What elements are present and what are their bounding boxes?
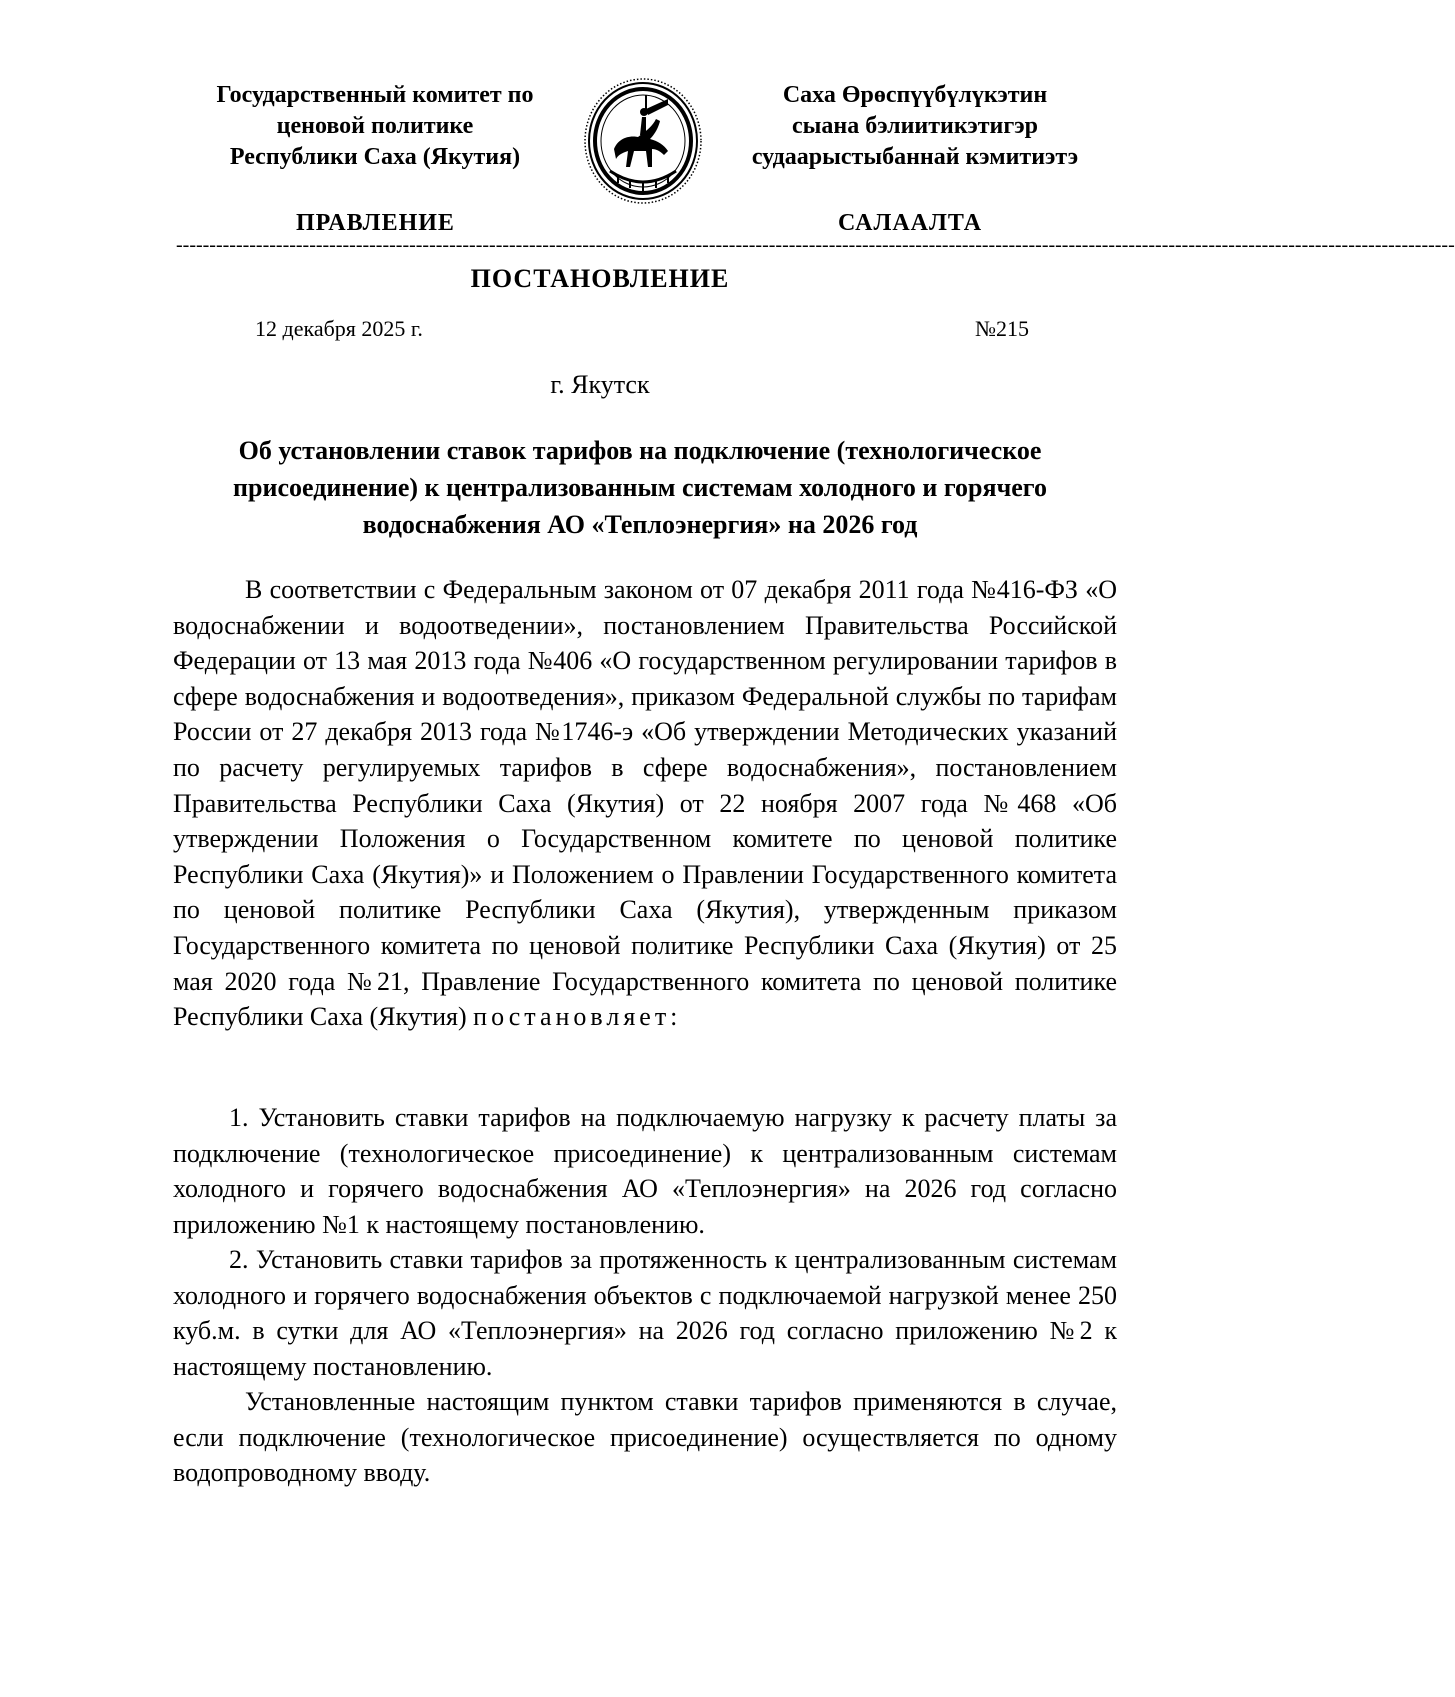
org-name-russian xyxy=(180,80,570,173)
document-subject-line-2: присоединение) к централизованным системам холодного и горячего xyxy=(233,473,1047,502)
yakutia-coat-of-arms-icon xyxy=(580,75,706,207)
org-name-sakha-line-3: судаарыстыбаннай кэмитиэтэ xyxy=(751,144,1079,170)
resolution-item-2: 2. Установить ставки тарифов за протяженность к централизованным системам холодного и горячего водоснабжения объектов с подключаемой нагрузкой менее 250 куб.м. в сутки для АО «Теплоэнергия» на 2026 год согласно приложению №2 к настоящему постановлению. xyxy=(173,1245,1117,1381)
document-subject-line-3: водоснабжения АО «Теплоэнергия» на 2026 год xyxy=(362,510,918,539)
org-name-russian-line-2: ценовой политике xyxy=(276,113,474,139)
preamble-text: В соответствии с Федеральным законом от 07 декабря 2011 года №416-ФЗ «О водоснабжении и водоотведении», постановлением Правительства Российской Федерации от 13 мая 2013 года №406 «О государственном регулировании тарифов в сфере водоснабжения и водоотведения», приказом Федеральной службы по тарифам России от 27 декабря 2013 года №1746-э «Об утверждении Методических указаний по расчету регулируемых тарифов в сфере водоснабжения», постановлением Правительства Республики Саха (Якутия) от 22 ноября 2007 года №468 «Об утверждении Положения о Государственном комитете по ценовой политике Республики Саха (Якутия)» и Положением о Правлении Государственного комитета по ценовой политике Республики Саха (Якутия), утвержденным приказом Государственного комитета по ценовой политике Республики Саха (Якутия) от 25 мая 2020 года №21, Правление Государственного комитета по ценовой политике Республики Саха (Якутия) xyxy=(173,575,1117,1032)
document-subject xyxy=(180,432,1100,543)
document-number: №215 xyxy=(975,316,1029,341)
header-divider: ------------------------------------------------------------------------------------------------------------------------------------------------------------------------------------------------ xyxy=(176,234,1455,256)
document-subject-line-1: Об установлении ставок тарифов на подключение (технологическое xyxy=(238,436,1042,465)
resolves-word: постановляет: xyxy=(473,1002,682,1032)
resolution-note: Установленные настоящим пунктом ставки тарифов применяются в случае, если подключение (технологическое присоединение) осуществляется по одному водопроводному вводу. xyxy=(173,1387,1117,1488)
org-name-russian-line-3: Республики Саха (Якутия) xyxy=(229,144,521,170)
org-name-sakha-line-1: Саха Өрөспүүбүлүкэтин xyxy=(782,82,1048,108)
org-name-russian-line-1: Государственный комитет по xyxy=(216,82,534,108)
document-date: 12 декабря 2025 г. xyxy=(255,316,423,341)
org-name-sakha xyxy=(725,80,1105,173)
preamble-paragraph xyxy=(173,572,1117,1035)
document-city: г. Якутск xyxy=(550,370,650,399)
board-title-russian: ПРАВЛЕНИЕ xyxy=(296,210,455,236)
resolution-item-1: 1. Установить ставки тарифов на подключаемую нагрузку к расчету платы за подключение (технологическое присоединение) к централизованным системам холодного и горячего водоснабжения АО «Теплоэнергия» на 2026 год согласно приложению №1 к настоящему постановлению. xyxy=(173,1103,1117,1239)
board-title-sakha: САЛААЛТА xyxy=(838,210,983,236)
org-name-sakha-line-2: сыана бэлиитикэтигэр xyxy=(791,113,1038,139)
document-type-title: ПОСТАНОВЛЕНИЕ xyxy=(470,264,730,293)
